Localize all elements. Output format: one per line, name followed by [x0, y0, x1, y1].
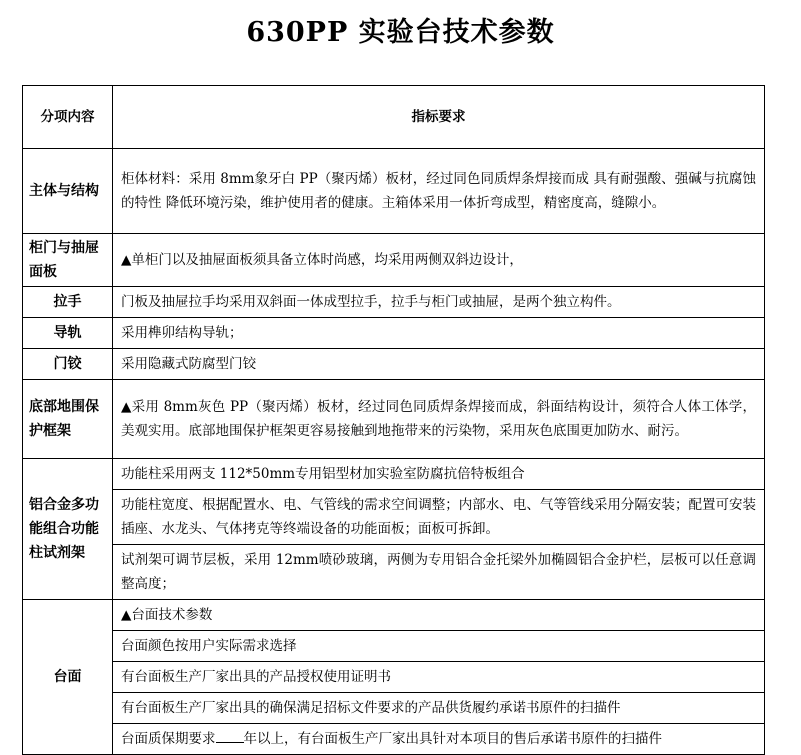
row-label-hinge: 门铰 [23, 349, 113, 380]
row-text-top-1: ▲台面技术参数 [113, 600, 765, 631]
row-text-door: ▲单柜门以及抽屉面板须具备立体时尚感，均采用两侧双斜边设计， [113, 234, 765, 287]
row-label-door: 柜门与抽屉面板 [23, 234, 113, 287]
table-row [23, 545, 765, 600]
row-text-handle: 门板及抽屉拉手均采用双斜面一体成型拉手，拉手与柜门或抽屉，是两个独立构件。 [113, 287, 765, 318]
table-row [23, 459, 765, 490]
header-category: 分项内容 [23, 86, 113, 149]
row-label-rack: 铝合金多功能组合功能柱试剂架 [23, 459, 113, 600]
table-header-row [23, 86, 765, 149]
page-title: 630PP 实验台技术参数 [246, 17, 555, 48]
row-label-top: 台面 [23, 600, 113, 755]
table-row [23, 693, 765, 724]
warranty-blank [216, 728, 244, 743]
row-label-frame: 底部地围保护框架 [23, 380, 113, 459]
table-row [23, 149, 765, 234]
warranty-prefix: 台面质保期要求 [121, 731, 216, 747]
row-text-top-3: 有台面板生产厂家出具的产品授权使用证明书 [113, 662, 765, 693]
table-row [23, 349, 765, 380]
spec-table [22, 85, 765, 755]
table-row [23, 631, 765, 662]
table-row [23, 234, 765, 287]
table-row [23, 318, 765, 349]
row-text-rack-1: 功能柱采用两支 112*50mm专用铝型材加实验室防腐抗倍特板组合 [113, 459, 765, 490]
row-text-top-5 [113, 724, 765, 755]
row-text-top-2: 台面颜色按用户实际需求选择 [113, 631, 765, 662]
warranty-suffix: 年以上，有台面板生产厂家出具针对本项目的售后承诺书原件的扫描件 [243, 731, 662, 747]
table-row [23, 724, 765, 755]
row-text-rail: 采用榫卯结构导轨； [113, 318, 765, 349]
table-row [23, 662, 765, 693]
row-text-rack-2: 功能柱宽度、根据配置水、电、气管线的需求空间调整；内部水、电、气等管线采用分隔安装；配置可安装插座、水龙头、气体拷克等终端设备的功能面板；面板可拆卸。 [113, 490, 765, 545]
row-text-hinge: 采用隐藏式防腐型门铰 [113, 349, 765, 380]
row-text-frame: ▲采用 8mm灰色 PP（聚丙烯）板材，经过同色同质焊条焊接而成，斜面结构设计，须符合人体工体学，美观实用。底部地围保护框架更容易接触到地拖带来的污染物，采用灰色底围更加防水、耐污。 [113, 380, 765, 459]
row-text-top-4: 有台面板生产厂家出具的确保满足招标文件要求的产品供货履约承诺书原件的扫描件 [113, 693, 765, 724]
row-label-rail: 导轨 [23, 318, 113, 349]
row-text-body: 柜体材料：采用 8mm象牙白 PP（聚丙烯）板材，经过同色同质焊条焊接而成 具有耐强酸、强碱与抗腐蚀的特性 降低环境污染，维护使用者的健康。主箱体采用一体折弯成型，精密度高，缝隙小。 [113, 149, 765, 234]
row-label-body: 主体与结构 [23, 149, 113, 234]
header-requirement: 指标要求 [113, 86, 765, 149]
table-row [23, 380, 765, 459]
row-text-rack-3: 试剂架可调节层板，采用 12mm喷砂玻璃，两侧为专用铝合金托梁外加椭圆铝合金护栏，层板可以任意调整高度； [113, 545, 765, 600]
row-label-handle: 拉手 [23, 287, 113, 318]
table-row [23, 600, 765, 631]
table-row [23, 490, 765, 545]
table-row [23, 287, 765, 318]
